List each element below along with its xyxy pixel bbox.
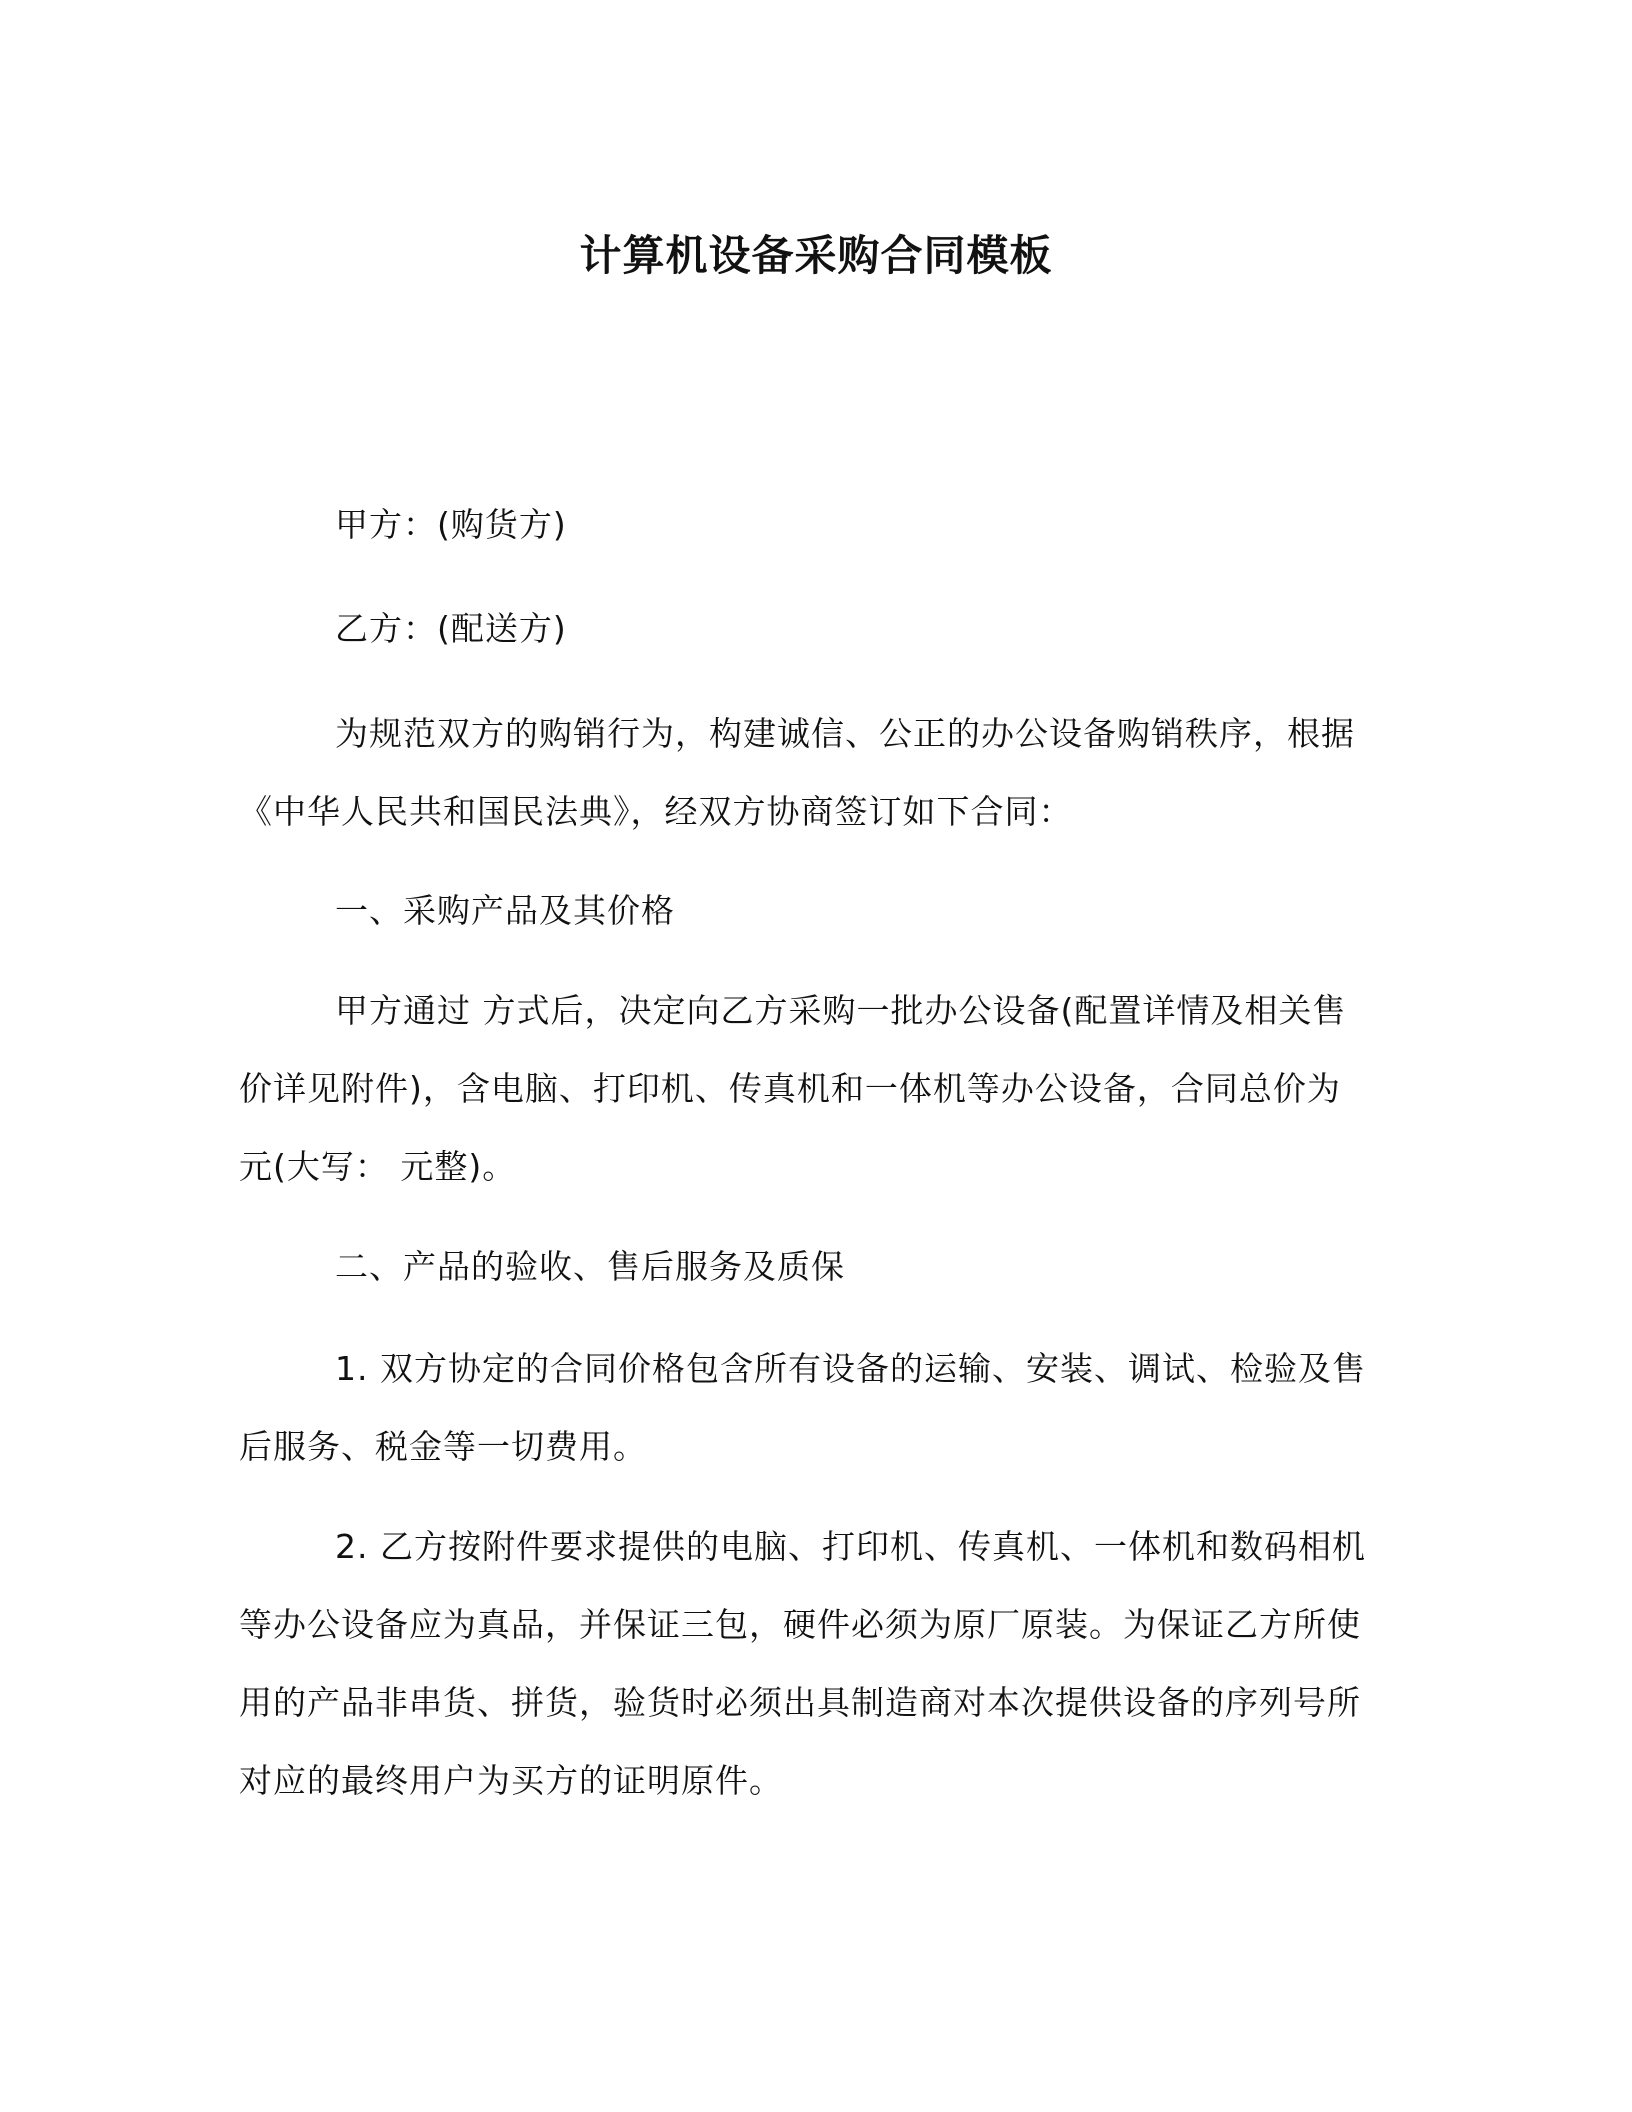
preamble-paragraph <box>239 695 1379 851</box>
section-2-heading <box>239 1228 1379 1306</box>
clause-2-paragraph <box>239 1508 1379 1820</box>
clause-1-text: 1. 双方协定的合同价格包含所有设备的运输、安装、调试、检验及售后服务、税金等一切费用。 <box>239 1349 1366 1466</box>
clause-1-paragraph <box>239 1330 1379 1486</box>
section-1-heading <box>239 872 1379 950</box>
section-1-heading-text: 一、采购产品及其价格 <box>335 891 675 930</box>
section-2-heading-text: 二、产品的验收、售后服务及质保 <box>335 1247 845 1286</box>
section-1-paragraph <box>239 972 1379 1206</box>
document-title: 计算机设备采购合同模板 <box>579 231 1053 280</box>
preamble-text: 为规范双方的购销行为，构建诚信、公正的办公设备购销秩序，根据《中华人民共和国民法典》，经双方协商签订如下合同： <box>239 714 1355 831</box>
party-a-line <box>239 486 1379 564</box>
party-a-text: 甲方：(购货方) <box>335 505 567 544</box>
clause-2-text: 2. 乙方按附件要求提供的电脑、打印机、传真机、一体机和数码相机等办公设备应为真品，并保证三包，硬件必须为原厂原装。为保证乙方所使用的产品非串货、拼货，验货时必须出具制造商对本次提供设备的序列号所对应的最终用户为买方的证明原件。 <box>239 1527 1366 1800</box>
party-b-text: 乙方：(配送方) <box>335 609 567 648</box>
section-1-text: 甲方通过 方式后，决定向乙方采购一批办公设备(配置详情及相关售价详见附件)，含电脑、打印机、传真机和一体机等办公设备，合同总价为 元(大写： 元整)。 <box>239 991 1353 1186</box>
party-b-line <box>239 590 1379 668</box>
